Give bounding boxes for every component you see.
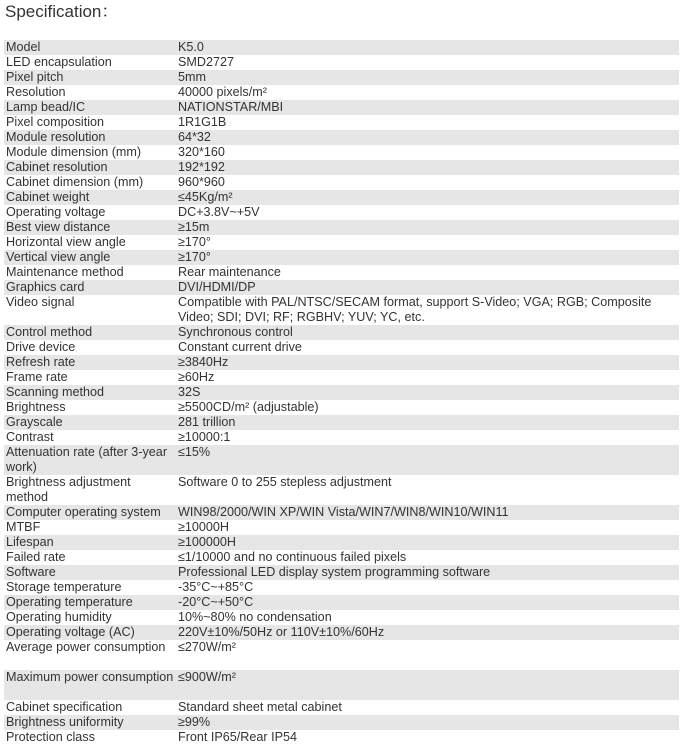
spec-label: Pixel composition bbox=[4, 115, 176, 130]
spec-row bbox=[4, 175, 679, 190]
spec-label: Operating humidity bbox=[4, 610, 176, 625]
spec-label: Cabinet specification bbox=[4, 700, 176, 715]
spec-label: Best view distance bbox=[4, 220, 176, 235]
spec-label: Attenuation rate (after 3-year work) bbox=[4, 445, 176, 475]
spec-row bbox=[4, 730, 679, 745]
spec-label: Failed rate bbox=[4, 550, 176, 565]
spec-value: -35°C~+85°C bbox=[176, 580, 679, 595]
spec-value: Professional LED display system programming software bbox=[176, 565, 679, 580]
spec-value: ≥5500CD/m² (adjustable) bbox=[176, 400, 679, 415]
spec-label: Module resolution bbox=[4, 130, 176, 145]
spec-row bbox=[4, 700, 679, 715]
spec-row bbox=[4, 205, 679, 220]
spec-label: Vertical view angle bbox=[4, 250, 176, 265]
spec-value: 32S bbox=[176, 385, 679, 400]
spec-row bbox=[4, 415, 679, 430]
spec-label: Lamp bead/IC bbox=[4, 100, 176, 115]
spec-label: Grayscale bbox=[4, 415, 176, 430]
spec-row bbox=[4, 325, 679, 340]
spec-value: Rear maintenance bbox=[176, 265, 679, 280]
spec-value: ≥60Hz bbox=[176, 370, 679, 385]
spec-label: Scanning method bbox=[4, 385, 176, 400]
spec-value: 5mm bbox=[176, 70, 679, 85]
spec-value: -20°C~+50°C bbox=[176, 595, 679, 610]
spec-value: ≥3840Hz bbox=[176, 355, 679, 370]
spec-label: Operating voltage (AC) bbox=[4, 625, 176, 640]
spec-row bbox=[4, 40, 679, 55]
spec-value: DC+3.8V~+5V bbox=[176, 205, 679, 220]
spec-row bbox=[4, 385, 679, 400]
spec-value: 320*160 bbox=[176, 145, 679, 160]
spec-value: 281 trillion bbox=[176, 415, 679, 430]
spec-label: Contrast bbox=[4, 430, 176, 445]
spec-value: Software 0 to 255 stepless adjustment bbox=[176, 475, 679, 505]
spec-row bbox=[4, 535, 679, 550]
spec-value: ≥170° bbox=[176, 250, 679, 265]
specification-table-body bbox=[4, 40, 679, 745]
spec-label: Operating temperature bbox=[4, 595, 176, 610]
spec-label: Resolution bbox=[4, 85, 176, 100]
spec-label: Storage temperature bbox=[4, 580, 176, 595]
specification-table bbox=[4, 40, 679, 745]
spec-label: Computer operating system bbox=[4, 505, 176, 520]
spec-row bbox=[4, 610, 679, 625]
spec-label: Protection class bbox=[4, 730, 176, 745]
spec-row bbox=[4, 430, 679, 445]
spec-row bbox=[4, 145, 679, 160]
spec-value: Compatible with PAL/NTSC/SECAM format, support S-Video; VGA; RGB; Composite Video; SDI; DVI; RF; RGBHV; YUV; YC, etc. bbox=[176, 295, 679, 325]
spec-value: ≥15m bbox=[176, 220, 679, 235]
spec-row bbox=[4, 565, 679, 580]
spec-label: Model bbox=[4, 40, 176, 55]
spec-value: ≤1/10000 and no continuous failed pixels bbox=[176, 550, 679, 565]
spec-value: Synchronous control bbox=[176, 325, 679, 340]
spec-value: Standard sheet metal cabinet bbox=[176, 700, 679, 715]
spec-value: ≥99% bbox=[176, 715, 679, 730]
spec-label: Cabinet weight bbox=[4, 190, 176, 205]
spec-value: 960*960 bbox=[176, 175, 679, 190]
spec-value: ≤45Kg/m² bbox=[176, 190, 679, 205]
spec-value: 64*32 bbox=[176, 130, 679, 145]
spec-row bbox=[4, 265, 679, 280]
spec-row bbox=[4, 130, 679, 145]
spec-value: ≤270W/m² bbox=[176, 640, 679, 670]
spec-row bbox=[4, 715, 679, 730]
spec-value: 1R1G1B bbox=[176, 115, 679, 130]
spec-value: ≥100000H bbox=[176, 535, 679, 550]
spec-row bbox=[4, 640, 679, 670]
spec-value: SMD2727 bbox=[176, 55, 679, 70]
spec-row bbox=[4, 370, 679, 385]
spec-label: MTBF bbox=[4, 520, 176, 535]
spec-label: Video signal bbox=[4, 295, 176, 325]
spec-label: LED encapsulation bbox=[4, 55, 176, 70]
spec-value: 40000 pixels/m² bbox=[176, 85, 679, 100]
spec-label: Brightness adjustment method bbox=[4, 475, 176, 505]
spec-value: 220V±10%/50Hz or 110V±10%/60Hz bbox=[176, 625, 679, 640]
spec-row bbox=[4, 220, 679, 235]
spec-value: DVI/HDMI/DP bbox=[176, 280, 679, 295]
spec-value: 10%~80% no condensation bbox=[176, 610, 679, 625]
spec-row bbox=[4, 55, 679, 70]
spec-value: ≤900W/m² bbox=[176, 670, 679, 700]
spec-row bbox=[4, 100, 679, 115]
spec-row bbox=[4, 595, 679, 610]
spec-row bbox=[4, 505, 679, 520]
spec-label: Operating voltage bbox=[4, 205, 176, 220]
spec-value: WIN98/2000/WIN XP/WIN Vista/WIN7/WIN8/WIN10/WIN11 bbox=[176, 505, 679, 520]
spec-row bbox=[4, 190, 679, 205]
page-title: Specification： bbox=[5, 2, 119, 21]
spec-label: Cabinet resolution bbox=[4, 160, 176, 175]
spec-value: 192*192 bbox=[176, 160, 679, 175]
spec-label: Software bbox=[4, 565, 176, 580]
spec-label: Module dimension (mm) bbox=[4, 145, 176, 160]
spec-value: NATIONSTAR/MBI bbox=[176, 100, 679, 115]
spec-label: Brightness uniformity bbox=[4, 715, 176, 730]
spec-row bbox=[4, 445, 679, 475]
spec-label: Cabinet dimension (mm) bbox=[4, 175, 176, 190]
spec-label: Refresh rate bbox=[4, 355, 176, 370]
spec-row bbox=[4, 625, 679, 640]
spec-row bbox=[4, 340, 679, 355]
spec-label: Brightness bbox=[4, 400, 176, 415]
spec-label: Graphics card bbox=[4, 280, 176, 295]
spec-value: ≥170° bbox=[176, 235, 679, 250]
spec-row bbox=[4, 355, 679, 370]
spec-label: Maximum power consumption bbox=[4, 670, 176, 700]
spec-label: Pixel pitch bbox=[4, 70, 176, 85]
spec-row bbox=[4, 520, 679, 535]
spec-row bbox=[4, 295, 679, 325]
spec-row bbox=[4, 580, 679, 595]
spec-row bbox=[4, 475, 679, 505]
spec-value: K5.0 bbox=[176, 40, 679, 55]
spec-value: Front IP65/Rear IP54 bbox=[176, 730, 679, 745]
spec-row bbox=[4, 550, 679, 565]
spec-label: Frame rate bbox=[4, 370, 176, 385]
spec-label: Drive device bbox=[4, 340, 176, 355]
spec-value: ≥10000H bbox=[176, 520, 679, 535]
spec-row bbox=[4, 400, 679, 415]
spec-value: ≥10000:1 bbox=[176, 430, 679, 445]
spec-row bbox=[4, 85, 679, 100]
spec-label: Lifespan bbox=[4, 535, 176, 550]
spec-label: Control method bbox=[4, 325, 176, 340]
spec-row bbox=[4, 280, 679, 295]
spec-label: Maintenance method bbox=[4, 265, 176, 280]
spec-row bbox=[4, 235, 679, 250]
spec-row bbox=[4, 160, 679, 175]
spec-row bbox=[4, 70, 679, 85]
spec-row bbox=[4, 670, 679, 700]
spec-row bbox=[4, 250, 679, 265]
spec-label: Horizontal view angle bbox=[4, 235, 176, 250]
spec-value: Constant current drive bbox=[176, 340, 679, 355]
spec-label: Average power consumption bbox=[4, 640, 176, 670]
spec-row bbox=[4, 115, 679, 130]
spec-value: ≤15% bbox=[176, 445, 679, 475]
